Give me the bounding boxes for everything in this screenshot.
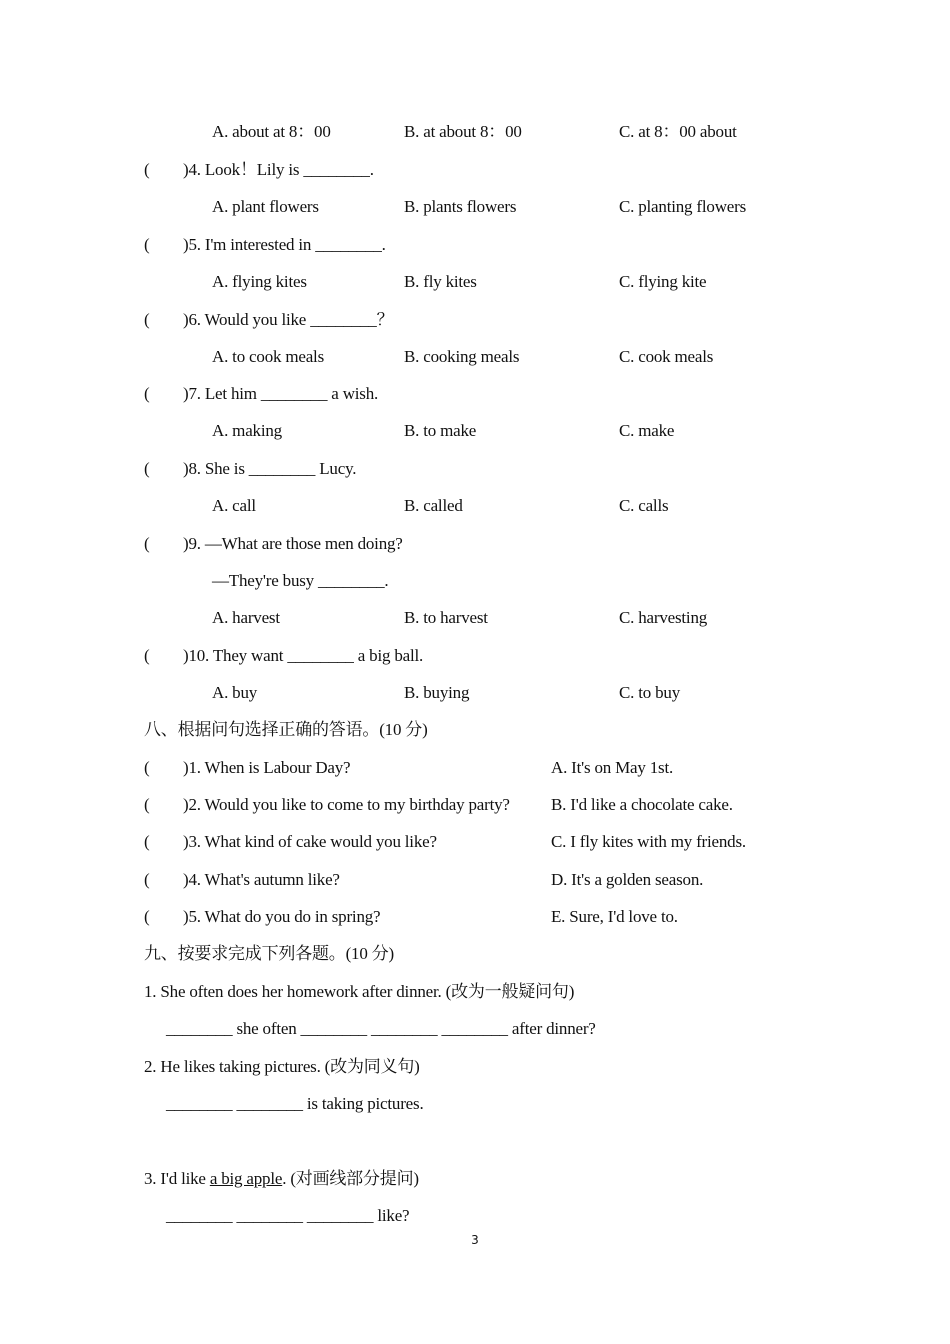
section-9-heading: 九、按要求完成下列各题。(10 分) — [144, 944, 394, 963]
option-a: A. about at 8：00 — [212, 122, 331, 141]
question-text: )9. —What are those men doing? — [183, 534, 403, 553]
question-text: )10. They want ________ a big ball. — [183, 646, 424, 665]
option-c: C. flying kite — [619, 272, 707, 291]
option-a: A. to cook meals — [212, 347, 324, 366]
page-number: 3 — [471, 1233, 479, 1247]
answer-bracket[interactable]: ( — [144, 795, 150, 814]
question-text: )8. She is ________ Lucy. — [183, 459, 357, 478]
option-c: C. cook meals — [619, 347, 714, 366]
section-8-heading: 八、根据问句选择正确的答语。(10 分) — [144, 720, 428, 739]
match-question: )2. Would you like to come to my birthday party? — [183, 795, 510, 814]
answer-bracket[interactable]: ( — [144, 235, 150, 254]
match-answer: D. It's a golden season. — [551, 870, 704, 889]
option-b: B. at about 8：00 — [404, 122, 522, 141]
answer-bracket[interactable]: ( — [144, 534, 150, 553]
option-b: B. to make — [404, 421, 477, 440]
option-c: C. calls — [619, 496, 669, 515]
option-b: B. cooking meals — [404, 347, 520, 366]
answer-bracket[interactable]: ( — [144, 758, 150, 777]
task-3-suffix: . (对画线部分提问) — [282, 1169, 419, 1188]
answer-bracket[interactable]: ( — [144, 870, 150, 889]
option-c: C. make — [619, 421, 675, 440]
option-a: A. flying kites — [212, 272, 307, 291]
option-c: C. harvesting — [619, 608, 708, 627]
answer-line-3[interactable]: ________ ________ ________ like? — [166, 1206, 410, 1225]
match-question: )4. What's autumn like? — [183, 870, 340, 889]
option-c: C. at 8：00 about — [619, 122, 737, 141]
option-c: C. to buy — [619, 683, 681, 702]
task-2: 2. He likes taking pictures. (改为同义句) — [144, 1057, 420, 1076]
option-b: B. buying — [404, 683, 470, 702]
answer-line-1[interactable]: ________ she often ________ ________ ________ after dinner? — [166, 1019, 596, 1038]
answer-bracket[interactable]: ( — [144, 384, 150, 403]
task-3-prefix: 3. I'd like — [144, 1169, 210, 1188]
answer-bracket[interactable]: ( — [144, 907, 150, 926]
match-answer: C. I fly kites with my friends. — [551, 832, 746, 851]
task-1: 1. She often does her homework after dinner. (改为一般疑问句) — [144, 982, 575, 1001]
question-9-response: —They're busy ________. — [212, 571, 389, 590]
match-answer: A. It's on May 1st. — [551, 758, 674, 777]
answer-bracket[interactable]: ( — [144, 459, 150, 478]
option-b: B. called — [404, 496, 463, 515]
question-text: )7. Let him ________ a wish. — [183, 384, 379, 403]
answer-bracket[interactable]: ( — [144, 310, 150, 329]
question-text: )6. Would you like ________？ — [183, 310, 394, 329]
option-b: B. to harvest — [404, 608, 488, 627]
option-a: A. plant flowers — [212, 197, 319, 216]
option-c: C. planting flowers — [619, 197, 746, 216]
match-question: )5. What do you do in spring? — [183, 907, 381, 926]
option-a: A. harvest — [212, 608, 280, 627]
option-b: B. plants flowers — [404, 197, 517, 216]
answer-bracket[interactable]: ( — [144, 160, 150, 179]
option-b: B. fly kites — [404, 272, 477, 291]
answer-line-2[interactable]: ________ ________ is taking pictures. — [166, 1094, 424, 1113]
option-a: A. making — [212, 421, 282, 440]
match-question: )1. When is Labour Day? — [183, 758, 351, 777]
task-3-underlined-phrase: a big apple — [209, 1169, 283, 1188]
question-text: )4. Look！Lily is ________. — [183, 160, 374, 179]
option-a: A. buy — [212, 683, 258, 702]
match-answer: E. Sure, I'd love to. — [551, 907, 678, 926]
task-3 — [144, 1169, 419, 1189]
option-a: A. call — [212, 496, 256, 515]
match-answer: B. I'd like a chocolate cake. — [551, 795, 733, 814]
answer-bracket[interactable]: ( — [144, 832, 150, 851]
match-question: )3. What kind of cake would you like? — [183, 832, 437, 851]
answer-bracket[interactable]: ( — [144, 646, 150, 665]
question-text: )5. I'm interested in ________. — [183, 235, 386, 254]
